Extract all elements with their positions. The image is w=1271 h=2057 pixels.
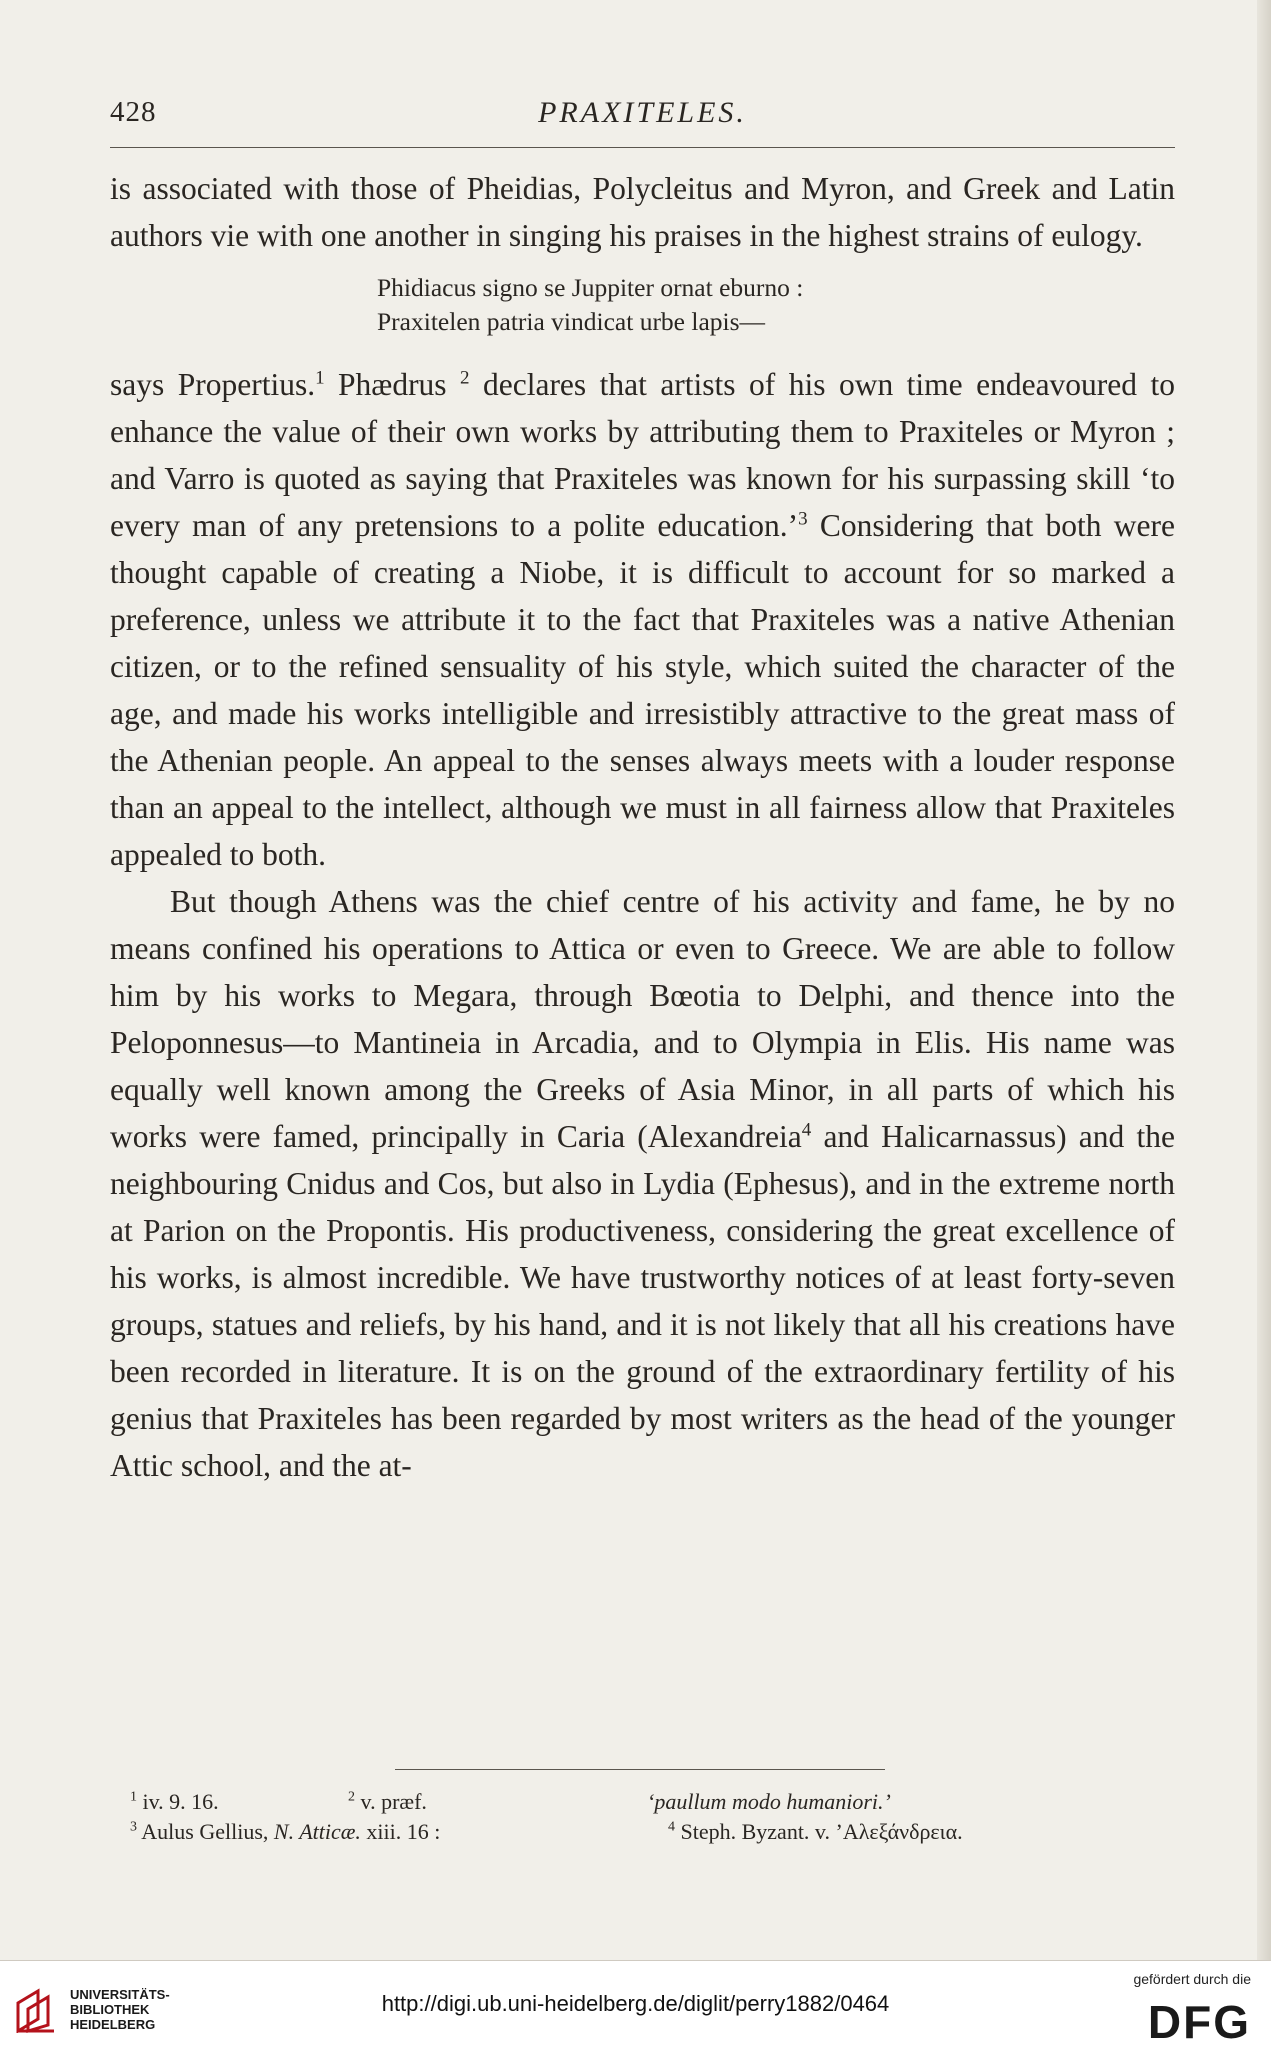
footnote-3-ref: xiii. 16 : (360, 1819, 441, 1844)
footnote-3 (130, 1817, 440, 1847)
paragraph-1: is associated with those of Pheidias, Polycleitus and Myron, and Greek and Latin authors vie with one another in singing his praises in the highest strains of eulogy. (110, 171, 1175, 253)
paragraph-2-part-d: Considering that both were thought capable of creating a Niobe, it is difficult to account for so marked a preference, unless we attribute it to the fact that Praxiteles was a native Athenian citizen, or to the refined sensuality of his style, which suited the character of the age, and made his works intelligible and irresistibly attractive to the great mass of the Athenian people. An appeal to the senses always meets with a louder response than an appeal to the intellect, although we must in all fairness allow that Praxiteles appealed to both. (110, 508, 1175, 872)
footnote-2 (348, 1787, 427, 1817)
footnote-3-author: Aulus Gellius, (141, 1819, 274, 1844)
library-name-line-1: UNIVERSITÄTS- (70, 1987, 170, 2002)
header-rule (110, 147, 1175, 148)
page-number: 428 (110, 96, 157, 128)
footnote-2-text: v. præf. (360, 1789, 427, 1814)
source-url-link[interactable]: http://digi.ub.uni-heidelberg.de/diglit/perry1882/0464 (381, 1991, 890, 2016)
paragraph-3-part-a: But though Athens was the chief centre of his activity and fame, he by no means confined his operations to Attica or even to Greece. We are able to follow him by his works to Megara, through Bœotia to Delphi, and thence into the Peloponnesus—to Mantineia in Arcadia, and to Olympia in Elis. His name was equally well known among the Greeks of Asia Minor, in all parts of which his works were famed, principally in Caria (Alexandreia (110, 884, 1175, 1154)
footnote-3-mark: 3 (130, 1819, 137, 1835)
footnote-2-quote: ‘paullum modo humaniori.’ (647, 1789, 891, 1814)
footnote-1-text: iv. 9. 16. (142, 1789, 219, 1814)
body-text (110, 165, 1175, 1489)
footnote-ref-3: 3 (798, 508, 808, 530)
paragraph-2-part-c: declares that artists of his own time endeavoured to enhance the value of their own works by attributing them to Praxiteles or Myron ; and Varro is quoted as saying that Praxiteles was known for his surpassing skill ‘to every man of any pretensions to a polite education.’ (110, 367, 1175, 543)
library-name-line-2: BIBLIOTHEK (70, 2002, 150, 2017)
paragraph-2-part-a: says Propertius. (110, 367, 316, 402)
footnote-3-work: N. Atticæ. (273, 1819, 361, 1844)
library-name-line-3: HEIDELBERG (70, 2017, 156, 2032)
footnote-1 (130, 1787, 219, 1817)
digitization-footer (0, 1960, 1271, 2057)
verse-line-1: Phidiacus signo se Juppiter ornat eburno : (377, 273, 804, 302)
verse-line-2: Praxitelen patria vindicat urbe lapis— (377, 307, 766, 336)
footnote-4 (668, 1817, 963, 1847)
page-edge-shadow (1257, 0, 1271, 1960)
dfg-logo: DFG (1147, 1996, 1251, 2048)
footnotes (130, 1787, 1175, 1847)
paragraph-2 (110, 361, 1175, 878)
footnote-rule (395, 1769, 885, 1770)
page-header (110, 96, 1175, 132)
footnote-2-mark: 2 (348, 1789, 355, 1805)
footnote-ref-4: 4 (801, 1119, 812, 1141)
paragraph-2-part-b: Phædrus (324, 367, 461, 402)
footnote-4-text: Steph. Byzant. v. ’Αλεξάνδρεια. (680, 1819, 963, 1844)
footnote-1-mark: 1 (130, 1789, 137, 1805)
footnote-ref-2: 2 (460, 367, 470, 389)
footnote-ref-1: 1 (315, 367, 325, 389)
running-title: PRAXITELES. (538, 96, 747, 129)
footnote-line-2 (130, 1817, 1175, 1847)
footnote-4-mark: 4 (668, 1819, 675, 1835)
funding-label: gefördert durch die (1133, 1971, 1251, 1987)
paragraph-3-part-b: and Halicarnassus) and the neighbouring Cnidus and Cos, but also in Lydia (Ephesus), and in the extreme north at Parion on the Propontis. His productiveness, considering the great excellence of his works, is almost incredible. We have trustworthy notices of at least forty-seven groups, statues and reliefs, by his hand, and it is not likely that all his creations have been recorded in literature. It is on the ground of the extraordinary fertility of his genius that Praxiteles has been regarded by most writers as the head of the younger Attic school, and the at- (110, 1119, 1175, 1483)
footnote-line-1 (130, 1787, 1175, 1817)
paragraph-3 (110, 878, 1175, 1489)
verse-quotation (377, 271, 1175, 339)
